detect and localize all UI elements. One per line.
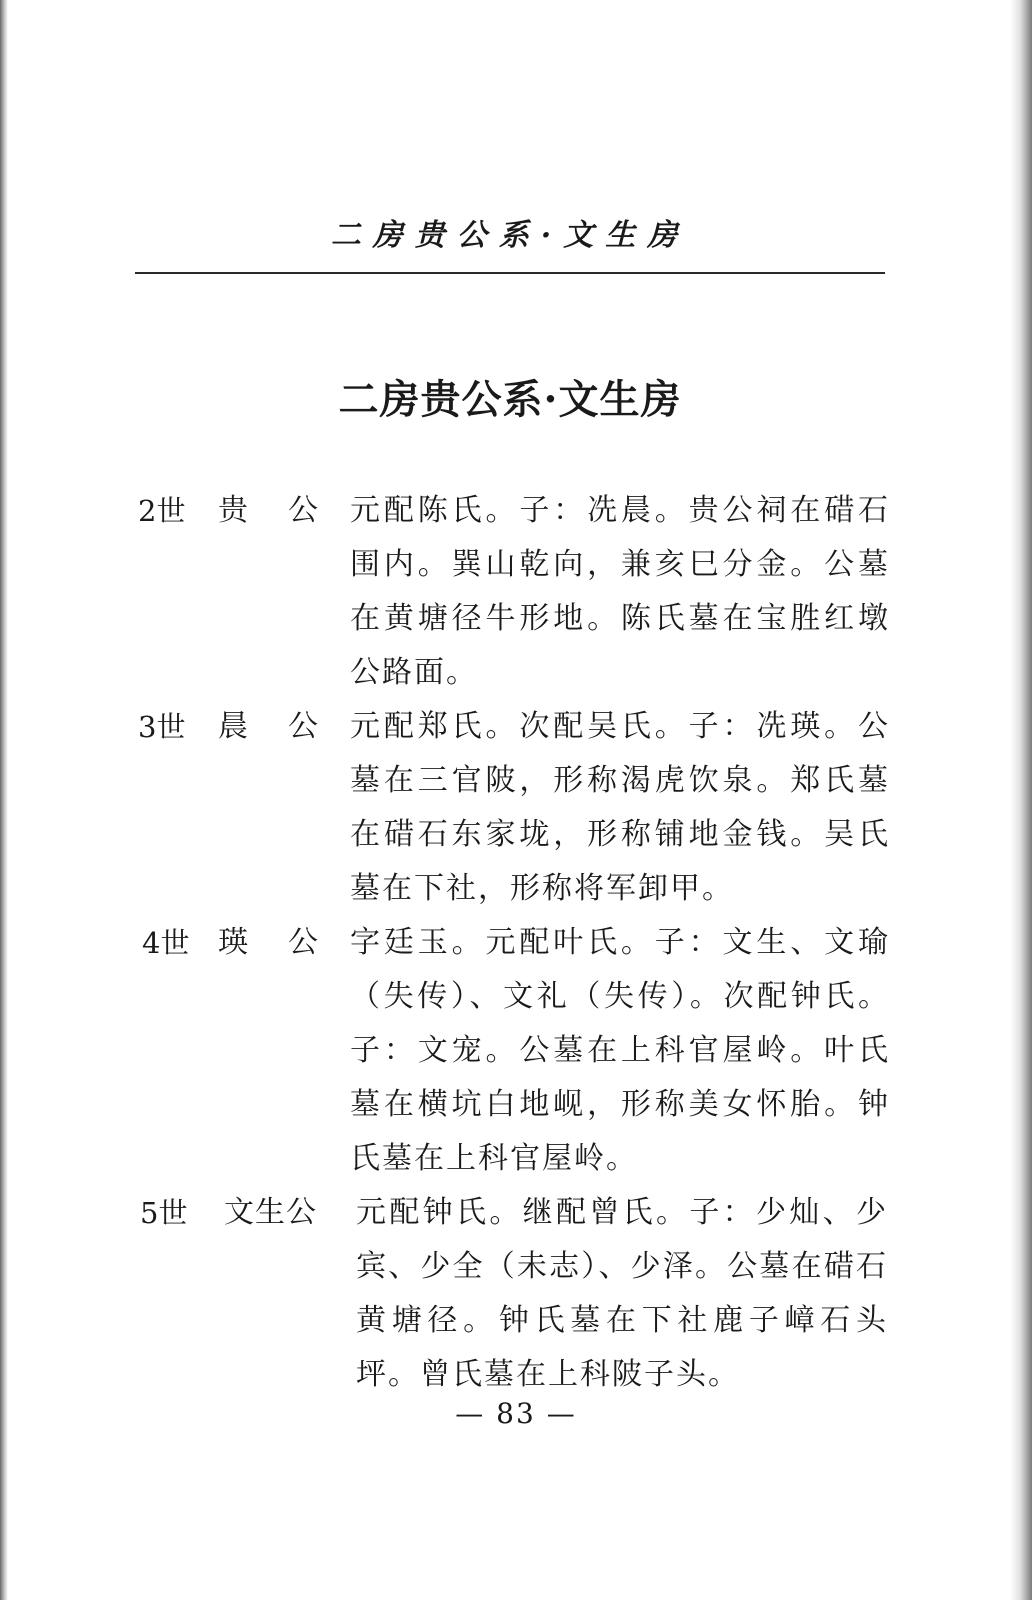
entry-name: 文生公 [224,1195,316,1230]
header-rule [135,272,885,274]
genealogy-entry [0,484,1032,700]
genealogy-entry [0,700,1032,916]
page-number: — 83 — [455,1397,577,1430]
entry-generation: 5世 [140,1196,188,1230]
entry-text: 字廷玉。元配叶氏。子：文生、文瑜（失传）、文礼（失传）。次配钟氏。子：文宠。公墓在上科官屋岭。叶氏墓在横坑白地岘，形称美女怀胎。钟氏墓在上科官屋岭。 [350,925,890,1176]
genealogy-entry [0,916,1032,1186]
section-title: 二房贵公系·文生房 [338,376,682,423]
entry-name: 贵公 [218,493,318,528]
entry-name: 瑛公 [218,925,318,960]
entry-text: 元配钟氏。继配曾氏。子：少灿、少宾、少全（未志）、少泽。公墓在碏石黄塘径。钟氏墓在下社鹿子嶂石头坪。曾氏墓在上科陂子头。 [356,1195,888,1392]
genealogy-entries [0,484,1032,1402]
entry-text: 元配陈氏。子：冼晨。贵公祠在碏石围内。巽山乾向，兼亥巳分金。公墓在黄塘径牛形地。陈氏墓在宝胜红墩公路面。 [350,493,890,690]
entry-generation: 3世 [138,710,186,744]
running-header: 二房贵公系·文生房 [330,218,690,253]
entry-text: 元配郑氏。次配吴氏。子：冼瑛。公墓在三官陂，形称渴虎饮泉。郑氏墓在碏石东家垅，形称铺地金钱。吴氏墓在下社，形称将军卸甲。 [350,709,890,906]
entry-name: 晨公 [218,709,318,744]
genealogy-entry [0,1186,1032,1402]
entry-generation: 2世 [138,494,186,528]
entry-generation: 4世 [142,926,190,960]
